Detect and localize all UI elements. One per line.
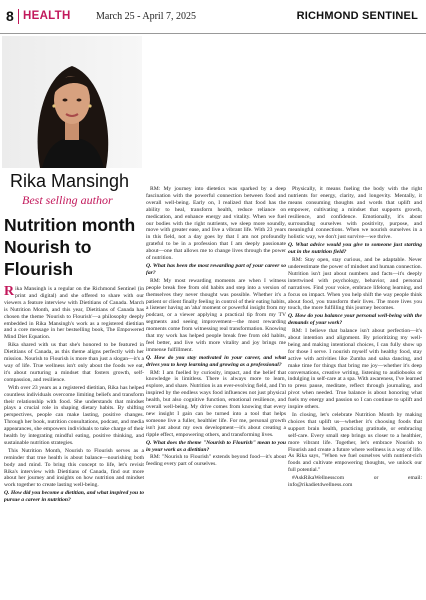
paragraph-text: Q. How do you stay motivated in your career, and what drives you to keep learning and growing as a professional? [146, 354, 286, 368]
section-label: HEALTH [23, 10, 71, 22]
paragraph-text: RM: Stay open, stay curious, and be adaptable. Never underestimate the power of mindset and human connection. Nutrition isn't just about numbers and facts—it's deeply intertwined with psychology, behavior, and personal narratives. Find your voice, embrace lifelong learning, and focus on impact. When you help shift the way people think about food, you transform their lives. The more lives you touch, the more fulfilling this journey becomes. [288, 257, 422, 312]
paragraph-text: Q. How did you become a dietitian, and what inspired you to pursue a career in nutrition? [4, 490, 144, 504]
article-paragraph [288, 412, 422, 474]
author-role: Best selling author [22, 193, 113, 207]
article-paragraph [146, 454, 286, 468]
article-paragraph [146, 278, 286, 354]
interview-question [288, 313, 422, 327]
issue-date: March 25 - April 7, 2025 [96, 11, 196, 22]
paragraph-text: RM: I am fuelled by curiosity, impact, and the belief that knowledge is limitless. There is always more to learn, explore, and share. Nutrition is an ever-evolving field, and I'm inspired by the endless ways food influences not just physical health, but also cognitive function, emotional resilience, and overall well-being. My drive comes from knowing that every new insight I gain can be turned into a tool that helps someone live a fuller, healthier life. For me, personal growth isn't just about my own development—it's about creating a ripple effect, empowering others, and transforming lives. [146, 369, 286, 438]
paragraph-text: Q. What does the theme "Nourish to Flourish" mean to you in your work as a dietitian? [146, 439, 286, 453]
interview-question [146, 355, 286, 369]
paragraph-text: RM: My most rewarding moments are when I witness people break free from old habits and step into a version of themselves they never thought was possible. Whether it's a patient or client finally feeling in control of their eating habits, a listener having an 'aha' moment or powerful insight from my podcast, or a viewer applying a practical tip from my TV segments and seeing improvement—the most rewarding moments come from witnessing real transformation. Knowing that my work has helped people break free from old habits, feel better, and live with more vitality and joy brings me immense fulfillment. [146, 277, 286, 353]
page-number: 8 [6, 8, 14, 24]
interview-question [146, 440, 286, 454]
article-paragraph [288, 475, 422, 489]
paragraph-text: Q. What advice would you give to someone just starting out in the nutrition field? [288, 242, 422, 256]
drop-cap: R [4, 286, 15, 299]
article-paragraph [288, 257, 422, 312]
author-portrait-image [2, 36, 142, 168]
article-paragraph [288, 186, 422, 241]
page-header [0, 0, 426, 34]
article-column-2 [146, 186, 286, 598]
article-column-3 [288, 186, 422, 598]
paragraph-text: RM: "Nourish to Flourish" extends beyond food—it's about feeding every part of ourselves. [146, 454, 286, 468]
paragraph-text: Q. How do you balance your personal well-being with the demands of your work? [288, 313, 422, 327]
article-paragraph [146, 186, 286, 262]
paragraph-text: Q. What has been the most rewarding part of your career so far? [146, 262, 286, 276]
header-divider [18, 9, 19, 24]
article-paragraph [4, 286, 144, 341]
article-paragraph [4, 342, 144, 383]
interview-question [4, 490, 144, 504]
paragraph-text: ika Mansingh is a regular on the Richmond Sentinel (in print and digital) and she offered to share with our viewers a feature interview with Dietitians of Canada. March is Nutrition Month, and this year, Dietitians of Canada has chosen the theme 'Nourish to Flourish'—a philosophy deeply embedded in Rika Mansingh's work as a registered dietitian and a core message in her bestselling book, The Empowered Mind Diet Equation. [4, 286, 144, 341]
article-paragraph [4, 448, 144, 489]
paragraph-text: This Nutrition Month, Nourish to Flourish serves as a reminder that true health is about balance—nourishing both body and mind. To bring this concept to life, let's revisit Rika's interview with Dietitians of Canada, find out more about her journey and insights on how nutrition and mindset work together to create lasting well-being. [4, 447, 144, 489]
paragraph-text: Rika shared with us that she's honored to be featured in Dietitians of Canada, as this theme aligns perfectly with her mission. Nourish to Flourish is more than just a slogan—it's a way of life. True wellness isn't only about the foods we eat, it's about nurturing a mindset that fosters growth, self-compassion, and resilience. [4, 342, 144, 383]
author-name: Rika Mansingh [10, 171, 130, 191]
article-paragraph [288, 328, 422, 411]
article-paragraph [146, 370, 286, 439]
paragraph-text: #AskRikaWellnesscom or email: info@rikadiet4wellness.com [288, 475, 422, 489]
paragraph-text: With over 23 years as a registered dietitian, Rika has helped countless individuals overcome limiting beliefs and transform their relationship with food. She understands that mindset plays a crucial role in shaping dietary habits. By shifting perspectives, people can make lasting, positive changes. Through her book, nutrition consultations, podcast, and media appearances, she empowers individuals to take charge of their health by integrating mindful eating, positive thinking, and sustainable nutrition strategies. [4, 384, 144, 446]
interview-question [146, 263, 286, 277]
article-paragraph [4, 385, 144, 447]
newspaper-name: RICHMOND SENTINEL [296, 10, 418, 22]
paragraph-text: Physically, it means fueling the body with the right nutrients for energy, clarity, and longevity. Mentally, it means consuming thoughts and words that uplift and empower, cultivating a mindset that supports growth, resilience, and confidence. Emotionally, it's about surrounding ourselves with positivity, purpose, and meaningful connections. When we nourish ourselves in a holistic way, we don't just survive—we thrive. [288, 186, 422, 241]
paragraph-text: In closing, let's celebrate Nutrition Month by making choices that uplift us—whether it's choosing foods that support brain health, practicing gratitude, or embracing self-care. Every small step brings us closer to a healthier, more vibrant life. Together, let's embrace Nourish to Flourish and create a future where wellness is a way of life. As Rika says, "When we fuel ourselves with nutrient-rich foods and cultivate empowering thoughts, we unlock our full potential." [288, 412, 422, 474]
paragraph-text: RM: My journey into dietetics was sparked by a deep fascination with the powerful connection between food and overall well-being. Early on, I realized that food has the ability to heal, transform health, reduce reliance on medication, and enhance energy and vitality. When we fuel our bodies with the right nutrients, we sleep more soundly, move with greater ease, and live a vibrant life. With 23 years in this field, not a day goes by that I am not profoundly grateful to be in a profession that I am deeply passionate about—one that allows me to change lives through the power of nutrition. [146, 186, 286, 262]
interview-question [288, 242, 422, 256]
paragraph-text: RM: I believe that balance isn't about perfection—it's about intention and alignment. By prioritizing my well-being and making intentional choices, I can fully show up for those I serve. I nourish myself with healthy food, stay active with activities like Zumba and salsa dancing, and make time for things that bring me joy—whether it's deep conversations, creative writing, listening to audiobooks or indulging in self-care at a spa. With awareness, I've learned to press pause, meditate, reflect through journaling, and pivot when needed. True balance is about honoring what fuels my energy and passion so I can continue to uplift and inspire others. [288, 328, 422, 411]
author-photo [2, 36, 142, 168]
article-column-1 [4, 286, 144, 598]
article-headline: Nutrition month Nourish to Flourish [4, 215, 136, 279]
